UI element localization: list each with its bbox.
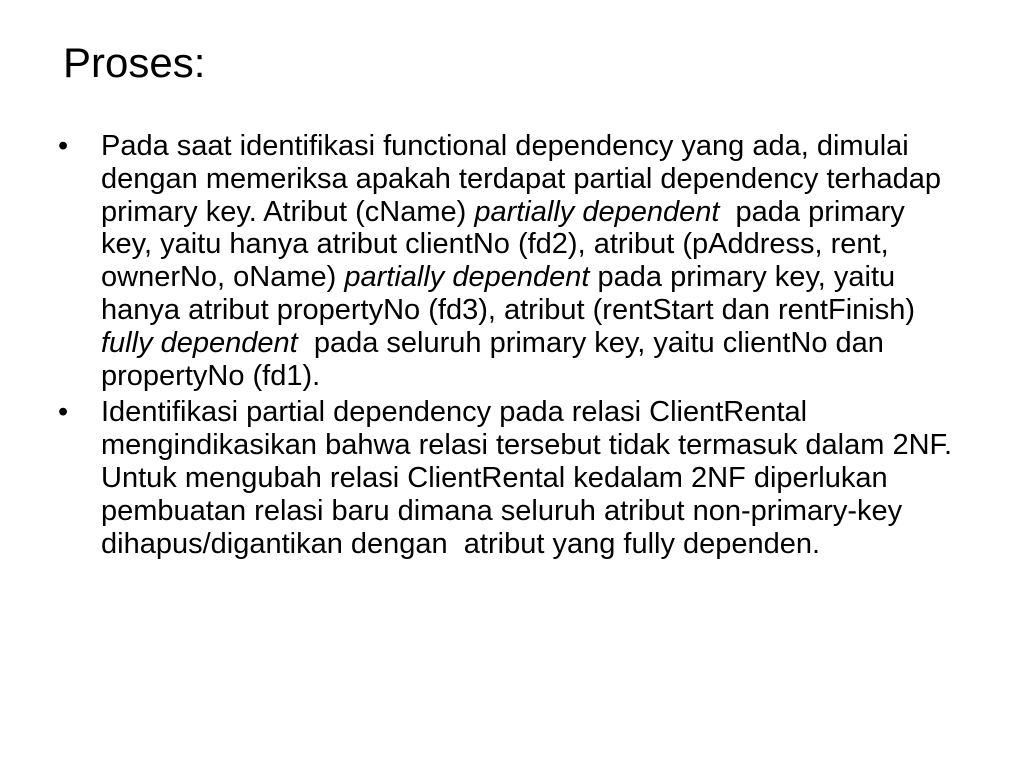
bullet-marker: • [58,130,69,162]
bullet-list [58,130,961,564]
bullet-item [58,396,961,560]
bullet-text: pada seluruh primary key, yaitu clientNo dan propertyNo (fd1). [101,326,892,392]
bullet-text: Pada saat identifikasi functional dependency yang ada, dimulai dengan memeriksa apakah terdapat partial dependency terhadap primary key. Atribut (cName) [101,130,950,228]
bullet-marker: • [58,396,69,429]
bullet-item [58,130,958,392]
italic-term: fully dependent [101,326,298,359]
bullet-text: Identifikasi partial dependency pada relasi ClientRental mengindikasikan bahwa relasi tersebut tidak termasuk dalam 2NF. Untuk mengubah relasi ClientRental kedalam 2NF diperlukan pembuatan relasi baru dimana seluruh atribut non-primary-key dihapus/digantikan dengan atribut yang fully dependen. [101,396,961,560]
bullet-text: pada primary key, yaitu hanya atribut propertyNo (fd3), atribut (rentStart dan rentFinish) [101,261,924,326]
italic-term: partially dependent [344,261,590,294]
slide-title: Proses: [63,39,206,86]
italic-term: partially dependent [474,195,720,228]
bullet-text: pada primary key, yaitu hanya atribut clientNo (fd2), atribut (pAddress, rent, ownerNo, oName) [101,195,913,294]
